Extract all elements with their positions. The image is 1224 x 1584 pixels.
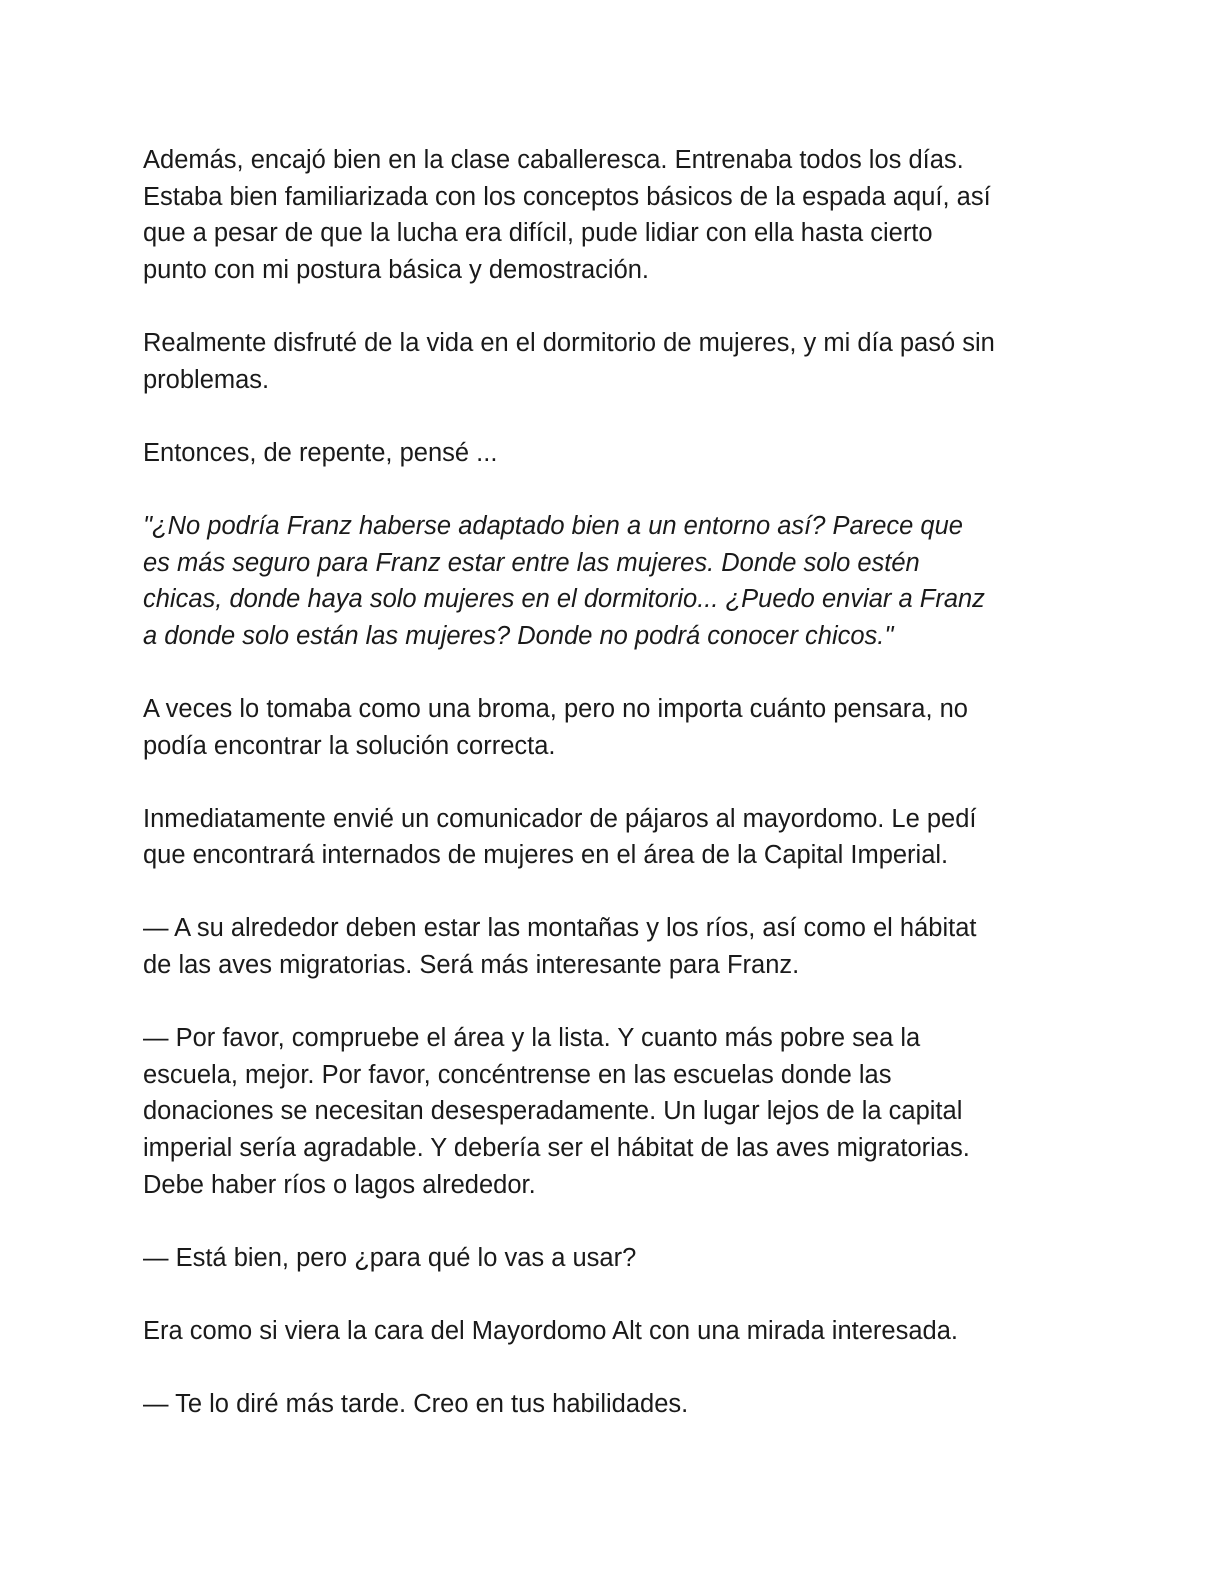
dialogue-line-mountains: — A su alrededor deben estar las montañas y los ríos, así como el hábitat de las aves migratorias. Será más interesante para Franz. bbox=[143, 914, 977, 980]
dialogue-line-butler-question: — Está bien, pero ¿para qué lo vas a usar? bbox=[143, 1243, 637, 1272]
paragraph-sudden-thought: Entonces, de repente, pensé ... bbox=[143, 438, 498, 467]
paragraph-butler-face: Era como si viera la cara del Mayordomo Alt con una mirada interesada. bbox=[143, 1317, 958, 1345]
dialogue-line-school-list: — Por favor, compruebe el área y la lista. Y cuanto más pobre sea la escuela, mejor. Por favor, concéntrense en las escuelas donde las donaciones se necesitan desesperadamente. Un lugar lejos de la capital imperial sería agradable. Y debería ser el hábitat de las aves migratorias. Debe haber ríos o lagos alrededor. bbox=[143, 1024, 970, 1199]
paragraph-knight-class: Además, encajó bien en la clase caballeresca. Entrenaba todos los días. Estaba bien familiarizada con los conceptos básicos de la espada aquí, así que a pesar de que la lucha era difícil, pude lidiar con ella hasta cierto punto con mi postura básica y demostración. bbox=[143, 146, 991, 284]
paragraph-dormitory-life: Realmente disfruté de la vida en el dormitorio de mujeres, y mi día pasó sin problemas. bbox=[143, 328, 995, 394]
document-page bbox=[143, 142, 1083, 1459]
paragraph-bird-messenger: Inmediatamente envié un comunicador de pájaros al mayordomo. Le pedí que encontrará internados de mujeres en el área de la Capital Imperial. bbox=[143, 804, 977, 870]
dialogue-line-tell-later: — Te lo diré más tarde. Creo en tus habilidades. bbox=[143, 1390, 689, 1419]
paragraph-joke: A veces lo tomaba como una broma, pero no importa cuánto pensara, no podía encontrar la solución correcta. bbox=[143, 694, 968, 760]
paragraph-inner-monologue: "¿No podría Franz haberse adaptado bien a un entorno así? Parece que es más seguro para Franz estar entre las mujeres. Donde solo estén chicas, donde haya solo mujeres en el dormitorio... ¿Puedo enviar a Franz a donde solo están las mujeres? Donde no podrá conocer chicos." bbox=[143, 511, 985, 650]
